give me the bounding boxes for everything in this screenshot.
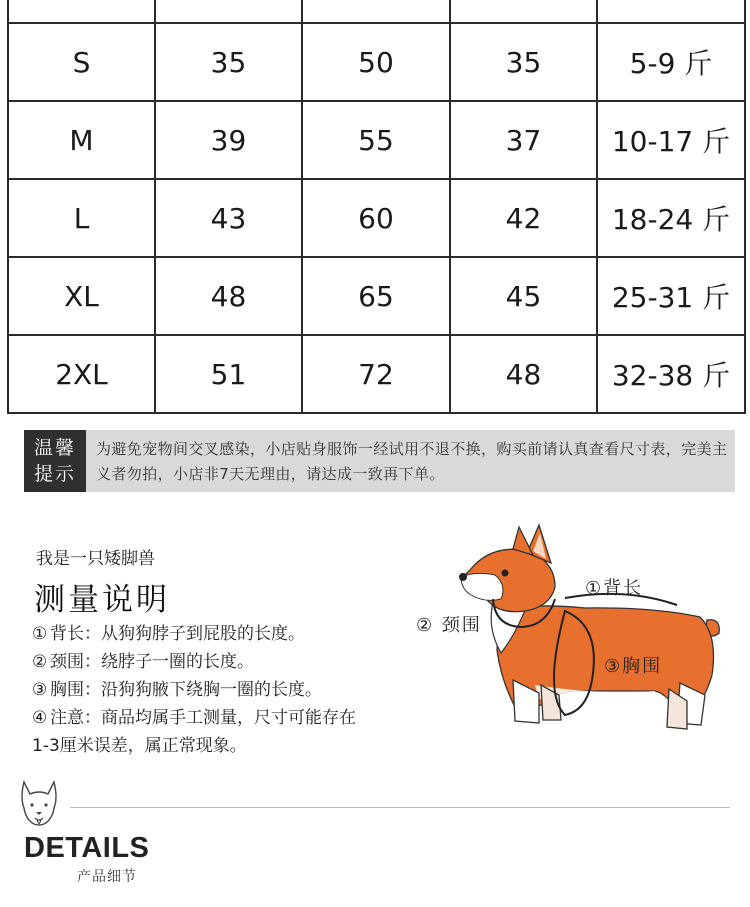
size-cell: L (8, 179, 155, 257)
size-cell: M (8, 101, 155, 179)
back-length-label: ①背长 (585, 578, 644, 599)
item-number: ① (32, 624, 48, 644)
table-row (8, 23, 745, 101)
table-cell: 51 (155, 335, 302, 413)
size-cell: S (8, 23, 155, 101)
item-text: 绕脖子一圈的长度。 (101, 652, 254, 672)
measure-title: 测量说明 (34, 582, 170, 618)
weight-cell: 5-9 斤 (597, 23, 745, 101)
measure-list (32, 620, 356, 760)
size-cell: 2XL (8, 335, 155, 413)
divider (70, 807, 730, 808)
list-item (32, 676, 356, 704)
tip-label (24, 430, 86, 492)
table-cell: 37 (450, 101, 597, 179)
weight-cell: 32-38 斤 (597, 335, 745, 413)
weight-cell: 10-17 斤 (597, 101, 745, 179)
size-cell: XL (8, 257, 155, 335)
item-label: 注意： (50, 708, 101, 728)
tip-label-line1: 温馨 (33, 437, 76, 459)
note-continuation: 1-3厘米误差，属正常现象。 (32, 736, 247, 756)
tip-label-line2: 提示 (33, 463, 76, 485)
item-number: ③ (32, 680, 48, 700)
table-row (8, 335, 745, 413)
table-cell: 35 (155, 23, 302, 101)
item-text: 沿狗狗腋下绕胸一圈的长度。 (101, 680, 322, 700)
item-label: 背长： (50, 624, 101, 644)
weight-cell: 18-24 斤 (597, 179, 745, 257)
item-number: ② (32, 652, 48, 672)
tip-text: 为避免宠物间交叉感染，小店贴身服饰一经试用不退不换，购买前请认真查看尺寸表，完美主义者勿拍，小店非7天无理由，请达成一致再下单。 (96, 440, 728, 483)
intro-text: 我是一只矮脚兽 (36, 549, 155, 569)
table-row (8, 257, 745, 335)
table-cell: 43 (155, 179, 302, 257)
item-number: ④ (32, 708, 48, 728)
table-cell: 45 (450, 257, 597, 335)
table-cell: 42 (450, 179, 597, 257)
details-subtitle: 产品细节 (77, 869, 137, 885)
item-text: 从狗狗脖子到屁股的长度。 (101, 624, 305, 644)
table-cell: 50 (302, 23, 450, 101)
neck-label: ② 颈围 (416, 615, 482, 636)
table-cell: 60 (302, 179, 450, 257)
table-row (8, 179, 745, 257)
dog-face-icon (18, 778, 60, 834)
weight-cell: 25-31 斤 (597, 257, 745, 335)
item-label: 胸围： (50, 680, 101, 700)
chest-label: ③胸围 (604, 656, 663, 677)
item-label: 颈围： (50, 652, 101, 672)
table-cell: 48 (155, 257, 302, 335)
table-row-partial (8, 0, 745, 23)
table-cell: 72 (302, 335, 450, 413)
details-title: DETAILS (24, 832, 150, 864)
item-text: 商品均属手工测量，尺寸可能存在 (101, 708, 356, 728)
table-cell: 65 (302, 257, 450, 335)
list-item (32, 648, 356, 676)
table-cell: 39 (155, 101, 302, 179)
table-cell: 55 (302, 101, 450, 179)
table-row (8, 101, 745, 179)
list-item (32, 704, 356, 732)
table-cell: 48 (450, 335, 597, 413)
tip-banner (24, 430, 735, 492)
size-table (7, 0, 746, 414)
list-item (32, 620, 356, 648)
table-cell: 35 (450, 23, 597, 101)
